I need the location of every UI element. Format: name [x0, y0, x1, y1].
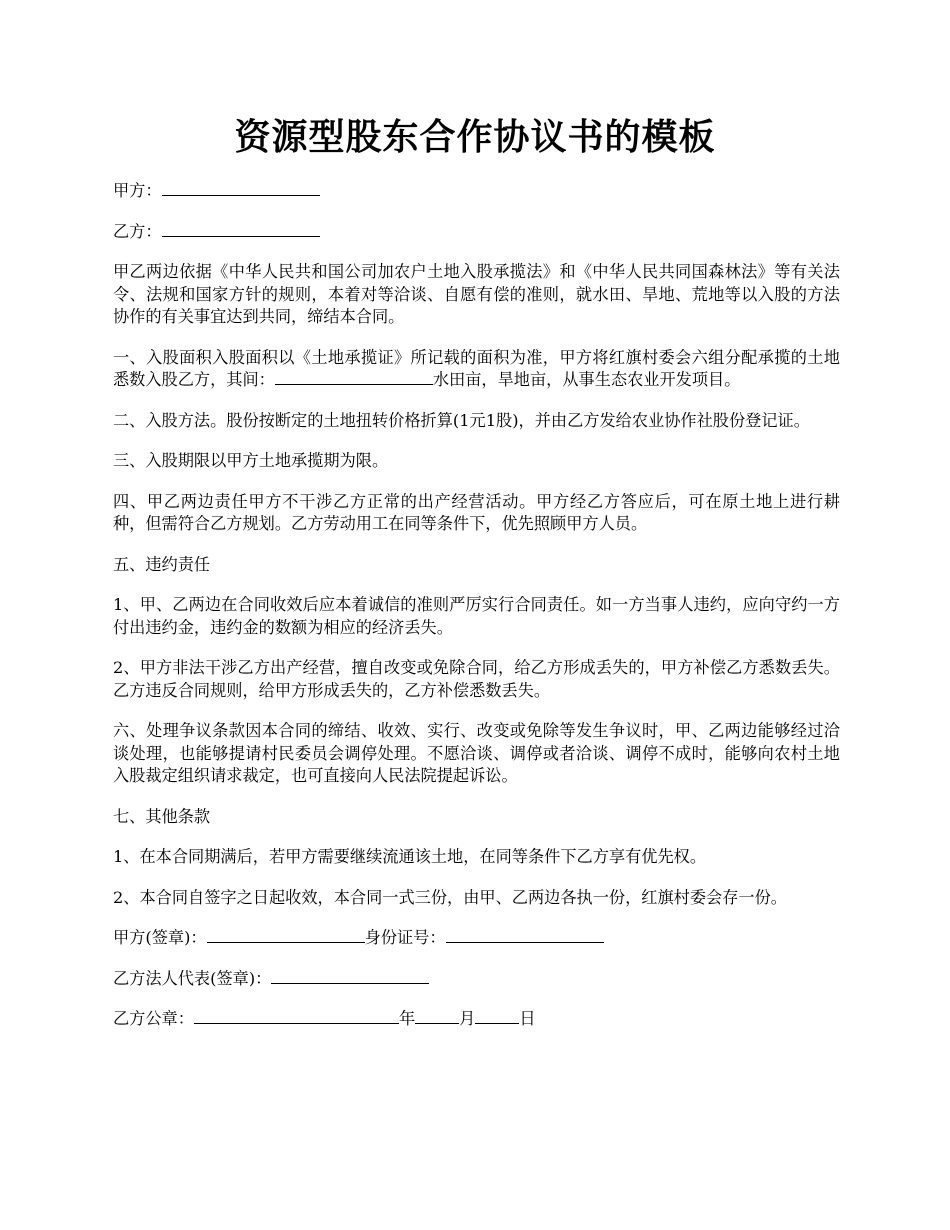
- clause-5-item-1: 1、甲、乙两边在合同收效后应本着诚信的准则严厉实行合同责任。如一方当事人违约，应向守约一方付出违约金，违约金的数额为相应的经济丢失。: [113, 595, 840, 637]
- clause-5-item-2: 2、甲方非法干涉乙方出产经营，擅自改变或免除合同，给乙方形成丢失的，甲方补偿乙方悉数丢失。乙方违反合同规则，给甲方形成丢失的，乙方补偿悉数丢失。: [113, 658, 840, 700]
- id-number-label: 身份证号：: [364, 928, 446, 947]
- id-number-blank: [446, 927, 604, 943]
- clause-5-heading: 五、违约责任: [113, 554, 211, 574]
- clause-7-item-1: 1、在本合同期满后，若甲方需要继续流通该土地，在同等条件下乙方享有优先权。: [113, 847, 707, 866]
- clause-1-text-after: 水田亩，旱地亩，从事生态农业开发项目。: [432, 370, 741, 389]
- clause-2: 二、入股方法。股份按断定的土地扭转价格折算(1元1股)，并由乙方发给农业协作社股份登记证。: [113, 410, 810, 430]
- party-a-label: 甲方：: [113, 181, 162, 200]
- clause-6: 六、处理争议条款因本合同的缔结、收效、实行、改变或免除等发生争议时，甲、乙两边能够经过洽谈处理，也能够提请村民委员会调停处理。不愿洽谈、调停或者洽谈、调停不成时，能够向农村土地入股裁定组织请求裁定，也可直接向人民法院提起诉讼。: [113, 721, 840, 785]
- month-blank: [415, 1008, 459, 1024]
- year-label: 年: [398, 1009, 416, 1028]
- day-blank: [475, 1008, 519, 1024]
- clause-7-heading: 七、其他条款: [113, 806, 211, 826]
- seal-line-b: [113, 1008, 840, 1031]
- sign-a-blank: [207, 927, 365, 943]
- clause-1: [113, 347, 840, 392]
- party-b-line: [113, 221, 840, 244]
- month-label: 月: [459, 1009, 476, 1028]
- document-body: [113, 180, 840, 1049]
- party-b-blank: [162, 221, 320, 237]
- sign-b-label: 乙方法人代表(签章)：: [113, 968, 272, 988]
- document-title: 资源型股东合作协议书的模板: [234, 116, 716, 158]
- clause-7-item-2: 2、本合同自签字之日起收效，本合同一式三份，由甲、乙两边各执一份，红旗村委会存一份。: [113, 887, 787, 907]
- sign-a-label: 甲方(签章)：: [113, 928, 207, 947]
- signature-line-a: [113, 927, 840, 950]
- seal-b-label: 乙方公章：: [113, 1009, 194, 1028]
- clause-4: 四、甲乙两边责任甲方不干涉乙方正常的出产经营活动。甲方经乙方答应后，可在原土地上进行耕种，但需符合乙方规划。乙方劳动用工在同等条件下，优先照顾甲方人员。: [113, 491, 840, 533]
- day-label: 日: [519, 1009, 536, 1028]
- intro-paragraph: 甲乙两边依据《中华人民共和国公司加农户土地入股承揽法》和《中华人民共同国森林法》等有关法令、法规和国家方针的规则，本着对等洽谈、自愿有偿的准则，就水田、旱地、荒地等以入股的方法协作的有关事宜达到共同，缔结本合同。: [113, 262, 840, 326]
- seal-b-blank: [194, 1008, 399, 1024]
- land-area-blank: [275, 369, 433, 385]
- signature-line-b: [113, 968, 840, 991]
- clause-1-text-before: 一、入股面积入股面积以《土地承揽证》所记载的面积为准，甲方将红旗村委会六组分配承揽的土地悉数入股乙方，其间：: [113, 347, 840, 389]
- clause-3: 三、入股期限以甲方土地承揽期为限。: [113, 451, 389, 470]
- party-b-label: 乙方：: [113, 221, 162, 241]
- party-a-line: [113, 180, 840, 203]
- sign-b-blank: [271, 968, 429, 984]
- party-a-blank: [162, 180, 320, 196]
